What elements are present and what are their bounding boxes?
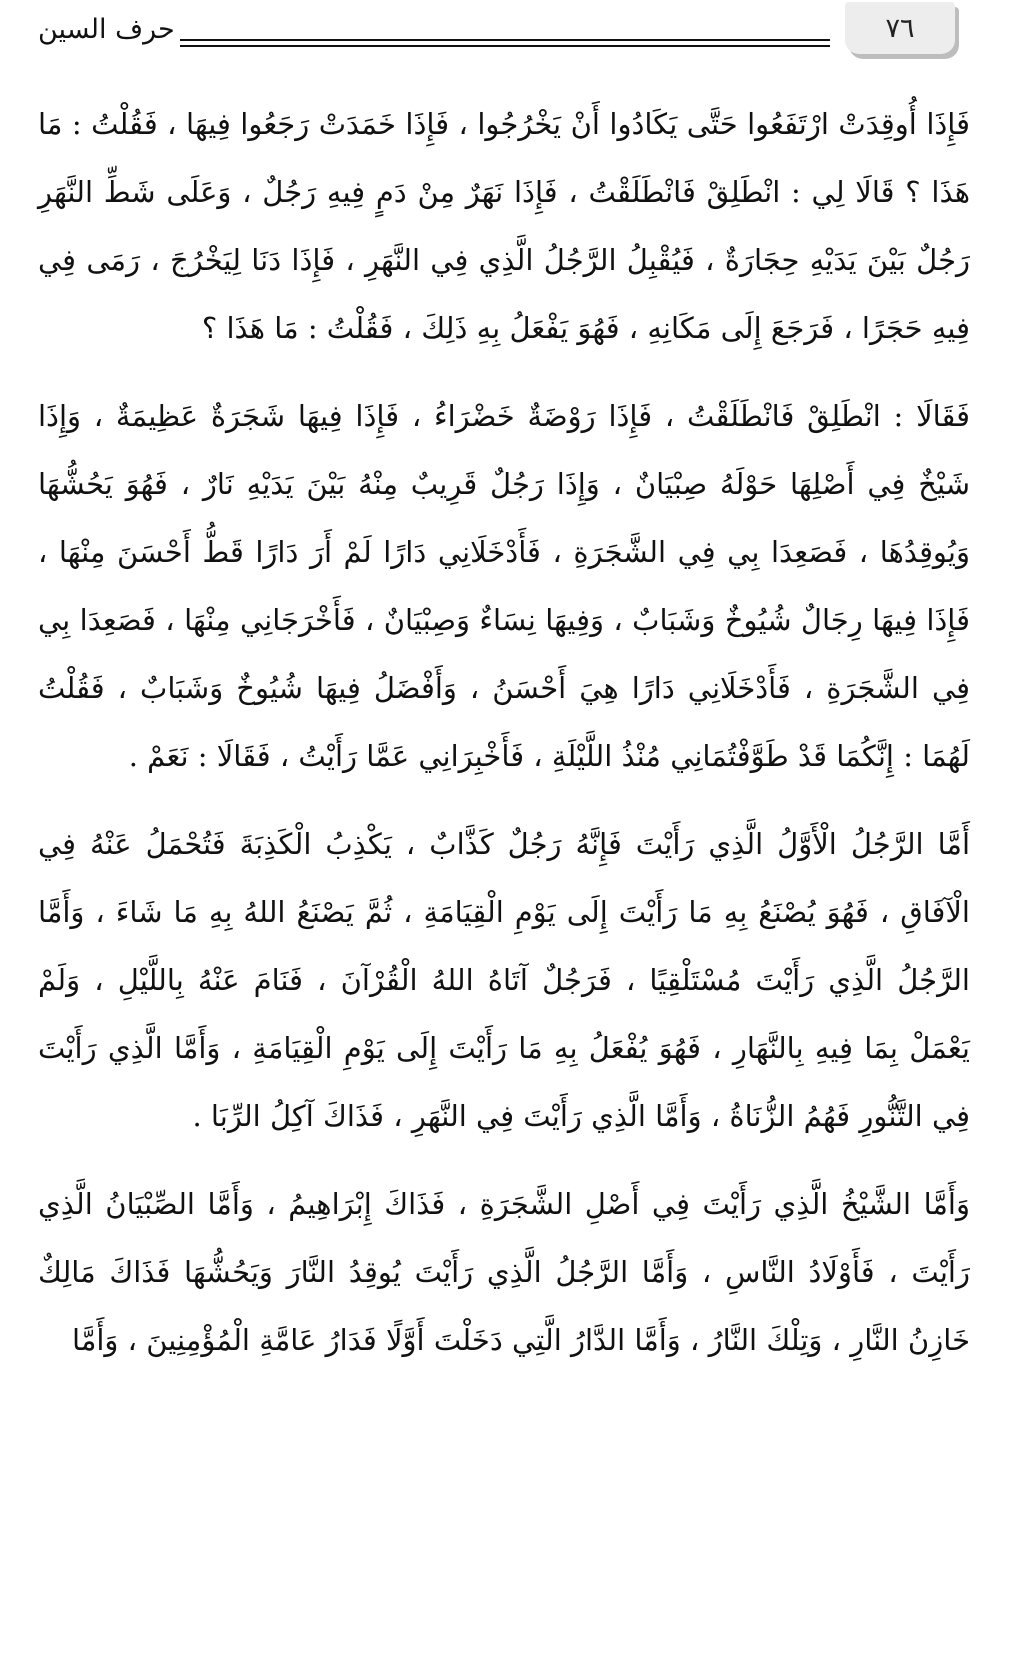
section-title: حرف السين — [38, 14, 175, 45]
page-body — [38, 90, 970, 1394]
paragraph-4: وَأَمَّا الشَّيْخُ الَّذِي رَأَيْتَ فِي أَصْلِ الشَّجَرَةِ ، فَذَاكَ إِبْرَاهِيمُ ، وَأَمَّا الصِّبْيَانُ الَّذِي رَأَيْتَ ، فَأَوْلَادُ النَّاسِ ، وَأَمَّا الرَّجُلُ الَّذِي رَأَيْتَ يُوقِدُ النَّارَ وَيَحُشُّهَا فَذَاكَ مَالِكٌ خَازِنُ النَّارِ ، وَتِلْكَ النَّارُ ، وَأَمَّا الدَّارُ الَّتِي دَخَلْتَ أَوَّلًا فَدَارُ عَامَّةِ الْمُؤْمِنِينَ ، وَأَمَّا — [38, 1187, 970, 1357]
header-rule-bottom — [180, 45, 830, 47]
page-number-tab — [845, 2, 955, 54]
paragraph-1: فَإِذَا أُوقِدَتْ ارْتَفَعُوا حَتَّى يَكَادُوا أَنْ يَخْرُجُوا ، فَإِذَا خَمَدَتْ رَجَعُوا فِيهَا ، فَقُلْتُ : مَا هَذَا ؟ قَالَا لِي : انْطَلِقْ فَانْطَلَقْتُ ، فَإِذَا نَهَرٌ مِنْ دَمٍ فِيهِ رَجُلٌ ، وَعَلَى شَطِّ النَّهَرِ رَجُلٌ بَيْنَ يَدَيْهِ حِجَارَةٌ ، فَيُقْبِلُ الرَّجُلُ الَّذِي فِي النَّهَرِ ، فَإِذَا دَنَا لِيَخْرُجَ ، رَمَى فِي فِيهِ حَجَرًا ، فَرَجَعَ إِلَى مَكَانِهِ ، فَهُوَ يَفْعَلُ بِهِ ذَلِكَ ، فَقُلْتُ : مَا هَذَا ؟ — [38, 107, 970, 345]
paragraph-3: أَمَّا الرَّجُلُ الْأَوَّلُ الَّذِي رَأَيْتَ فَإِنَّهُ رَجُلٌ كَذَّابٌ ، يَكْذِبُ الْكَذِبَةَ فَتُحْمَلُ عَنْهُ فِي الْآفَاقِ ، فَهُوَ يُصْنَعُ بِهِ مَا رَأَيْتَ إِلَى يَوْمِ الْقِيَامَةِ ، ثُمَّ يَصْنَعُ اللهُ بِهِ مَا شَاءَ ، وَأَمَّا الرَّجُلُ الَّذِي رَأَيْتَ مُسْتَلْقِيًا ، فَرَجُلٌ آتَاهُ اللهُ الْقُرْآنَ ، فَنَامَ عَنْهُ بِاللَّيْلِ ، وَلَمْ يَعْمَلْ بِمَا فِيهِ بِالنَّهَارِ ، فَهُوَ يُفْعَلُ بِهِ مَا رَأَيْتَ إِلَى يَوْمِ الْقِيَامَةِ ، وَأَمَّا الَّذِي رَأَيْتَ فِي التَّنُّورِ فَهُمُ الزُّنَاةُ ، وَأَمَّا الَّذِي رَأَيْتَ فِي النَّهَرِ ، فَذَاكَ آكِلُ الرِّبَا . — [38, 827, 970, 1133]
page-number: ٧٦ — [885, 12, 915, 44]
paragraph-2: فَقَالَا : انْطَلِقْ فَانْطَلَقْتُ ، فَإِذَا رَوْضَةٌ خَضْرَاءُ ، فَإِذَا فِيهَا شَجَرَةٌ عَظِيمَةٌ ، وَإِذَا شَيْخٌ فِي أَصْلِهَا حَوْلَهُ صِبْيَانٌ ، وَإِذَا رَجُلٌ قَرِيبٌ مِنْهُ بَيْنَ يَدَيْهِ نَارٌ ، فَهُوَ يَحُشُّهَا وَيُوقِدُهَا ، فَصَعِدَا بِي فِي الشَّجَرَةِ ، فَأَدْخَلَانِي دَارًا لَمْ أَرَ دَارًا قَطُّ أَحْسَنَ مِنْهَا ، فَإِذَا فِيهَا رِجَالٌ شُيُوخٌ وَشَبَابٌ ، وَفِيهَا نِسَاءٌ وَصِبْيَانٌ ، فَأَخْرَجَانِي مِنْهَا ، فَصَعِدَا بِي فِي الشَّجَرَةِ ، فَأَدْخَلَانِي دَارًا هِيَ أَحْسَنُ ، وَأَفْضَلُ فِيهَا شُيُوخٌ وَشَبَابٌ ، فَقُلْتُ لَهُمَا : إِنَّكُمَا قَدْ طَوَّفْتُمَانِي مُنْذُ اللَّيْلَةِ ، فَأَخْبِرَانِي عَمَّا رَأَيْتُ ، فَقَالَا : نَعَمْ . — [38, 399, 970, 773]
page-header — [0, 0, 1010, 70]
header-rule-top — [180, 39, 830, 41]
